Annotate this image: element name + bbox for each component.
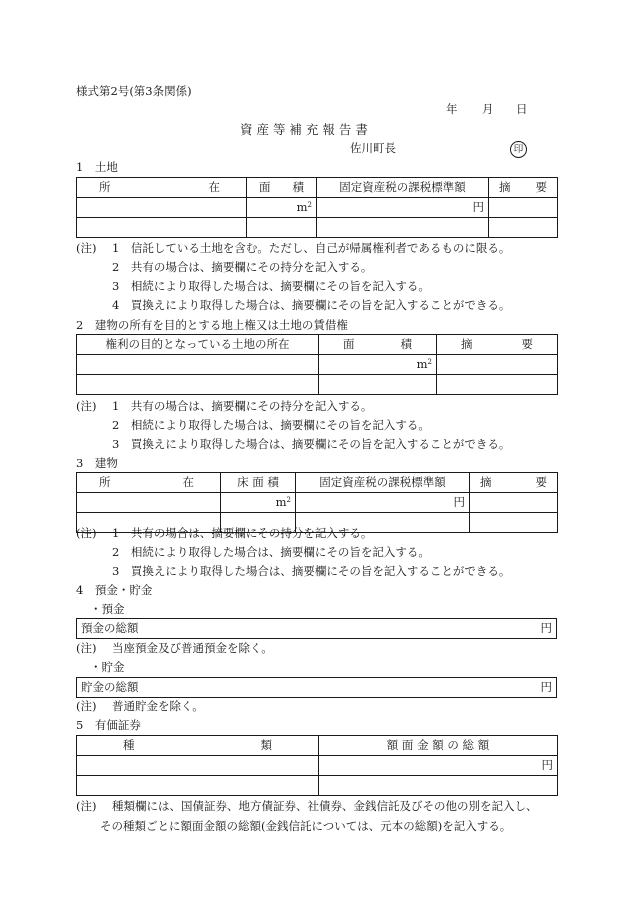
section-4-heading: 4 預金・貯金 bbox=[76, 583, 153, 597]
deposit-subheading: ・預金 bbox=[90, 602, 125, 616]
area-cell[interactable] bbox=[319, 375, 437, 395]
table-header-row bbox=[77, 473, 558, 493]
table-row bbox=[77, 678, 557, 698]
table-row bbox=[77, 493, 558, 513]
note-item: 2 共有の場合は、摘要欄にその持分を記入する。 bbox=[112, 260, 373, 274]
col-summary: 摘 要 bbox=[470, 473, 558, 493]
savings-total-cell[interactable]: 貯金の総額 円 bbox=[77, 678, 557, 698]
tax-base-cell[interactable] bbox=[317, 218, 489, 238]
note-item: 普通貯金を除く。 bbox=[112, 699, 204, 713]
leasehold-table bbox=[76, 334, 558, 395]
col-area: 面 積 bbox=[247, 178, 317, 198]
seal-icon: 印 bbox=[510, 141, 527, 158]
purpose-location-cell[interactable] bbox=[77, 375, 319, 395]
deposit-total-cell[interactable]: 預金の総額 円 bbox=[77, 619, 557, 639]
col-summary: 摘 要 bbox=[489, 178, 558, 198]
note-item: 1 共有の場合は、摘要欄にその持分を記入する。 bbox=[112, 399, 373, 413]
addressee: 佐川町長 bbox=[350, 141, 396, 155]
note-item: 2 相続により取得した場合は、摘要欄にその旨を記入する。 bbox=[112, 418, 430, 432]
summary-cell[interactable] bbox=[489, 218, 558, 238]
col-type: 種 類 bbox=[77, 736, 319, 756]
note-item: その種類ごとに額面金額の総額(金銭信託については、元本の総額)を記入する。 bbox=[100, 819, 512, 833]
table-row bbox=[77, 198, 558, 218]
col-location: 所 在 bbox=[77, 178, 247, 198]
col-location: 所 在 bbox=[77, 473, 221, 493]
note-label: (注) bbox=[76, 699, 97, 713]
col-area: 面 積 bbox=[319, 335, 437, 355]
table-header-row bbox=[77, 178, 558, 198]
location-cell[interactable] bbox=[77, 493, 221, 513]
purpose-location-cell[interactable] bbox=[77, 355, 319, 375]
table-header-row bbox=[77, 335, 558, 355]
table-row bbox=[77, 355, 558, 375]
section-1-heading: 1 土地 bbox=[76, 160, 118, 174]
col-floor-area: 床 面 積 bbox=[221, 473, 296, 493]
col-tax-base: 固定資産税の課税標準額 bbox=[317, 178, 489, 198]
summary-cell[interactable] bbox=[437, 355, 558, 375]
summary-cell[interactable] bbox=[470, 493, 558, 513]
col-tax-base: 固定資産税の課税標準額 bbox=[296, 473, 470, 493]
location-cell[interactable] bbox=[77, 198, 247, 218]
tax-base-cell[interactable]: 円 bbox=[317, 198, 489, 218]
section-5-heading: 5 有価証券 bbox=[76, 718, 141, 732]
savings-subheading: ・貯金 bbox=[90, 660, 125, 674]
note-label: (注) bbox=[76, 241, 97, 255]
form-number: 様式第2号(第3条関係) bbox=[76, 84, 192, 98]
date-month-label: 月 bbox=[482, 102, 494, 116]
face-total-cell[interactable]: 円 bbox=[319, 756, 558, 776]
date-year-label: 年 bbox=[446, 102, 458, 116]
table-row bbox=[77, 218, 558, 238]
note-label: (注) bbox=[76, 399, 97, 413]
table-row bbox=[77, 776, 558, 796]
note-item: 当座預金及び普通預金を除く。 bbox=[112, 641, 273, 655]
note-item: 2 相続により取得した場合は、摘要欄にその旨を記入する。 bbox=[112, 545, 430, 559]
note-item: 種類欄には、国債証券、地方債証券、社債券、金銭信託及びその他の別を記入し、 bbox=[112, 799, 538, 813]
col-face-total: 額 面 金 額 の 総 額 bbox=[319, 736, 558, 756]
note-label: (注) bbox=[76, 799, 97, 813]
note-item: 3 買換えにより取得した場合は、摘要欄にその旨を記入することができる。 bbox=[112, 437, 511, 451]
face-total-cell[interactable] bbox=[319, 776, 558, 796]
note-label: (注) bbox=[76, 526, 97, 540]
type-cell[interactable] bbox=[77, 776, 319, 796]
table-header-row bbox=[77, 736, 558, 756]
note-item: 1 信託している土地を含む。ただし、自己が帰属権利者であるものに限る。 bbox=[112, 241, 511, 255]
summary-cell[interactable] bbox=[470, 513, 558, 533]
note-item: 3 買換えにより取得した場合は、摘要欄にその旨を記入することができる。 bbox=[112, 564, 511, 578]
date-day-label: 日 bbox=[516, 102, 528, 116]
col-summary: 摘 要 bbox=[437, 335, 558, 355]
note-item: 1 共有の場合は、摘要欄にその持分を記入する。 bbox=[112, 526, 373, 540]
securities-table bbox=[76, 735, 558, 796]
note-item: 3 相続により取得した場合は、摘要欄にその旨を記入する。 bbox=[112, 279, 430, 293]
type-cell[interactable] bbox=[77, 756, 319, 776]
floor-area-cell[interactable]: $m^2$ bbox=[221, 493, 296, 513]
section-2-heading: 2 建物の所有を目的とする地上権又は土地の賃借権 bbox=[76, 318, 348, 332]
building-table bbox=[76, 472, 558, 533]
note-item: 4 買換えにより取得した場合は、摘要欄にその旨を記入することができる。 bbox=[112, 298, 511, 312]
summary-cell[interactable] bbox=[489, 198, 558, 218]
area-cell[interactable]: $m^2$ bbox=[247, 198, 317, 218]
deposit-table bbox=[76, 618, 557, 639]
document-title: 資 産 等 補 充 報 告 書 bbox=[240, 122, 368, 137]
section-3-heading: 3 建物 bbox=[76, 456, 118, 470]
table-row bbox=[77, 375, 558, 395]
col-purpose-location: 権利の目的となっている土地の所在 bbox=[77, 335, 319, 355]
area-cell[interactable] bbox=[247, 218, 317, 238]
summary-cell[interactable] bbox=[437, 375, 558, 395]
tax-base-cell[interactable]: 円 bbox=[296, 493, 470, 513]
area-cell[interactable]: $m^2$ bbox=[319, 355, 437, 375]
note-label: (注) bbox=[76, 641, 97, 655]
savings-table bbox=[76, 677, 557, 698]
table-row bbox=[77, 619, 557, 639]
land-table bbox=[76, 177, 558, 238]
seal-mark bbox=[510, 141, 527, 158]
location-cell[interactable] bbox=[77, 218, 247, 238]
table-row bbox=[77, 756, 558, 776]
